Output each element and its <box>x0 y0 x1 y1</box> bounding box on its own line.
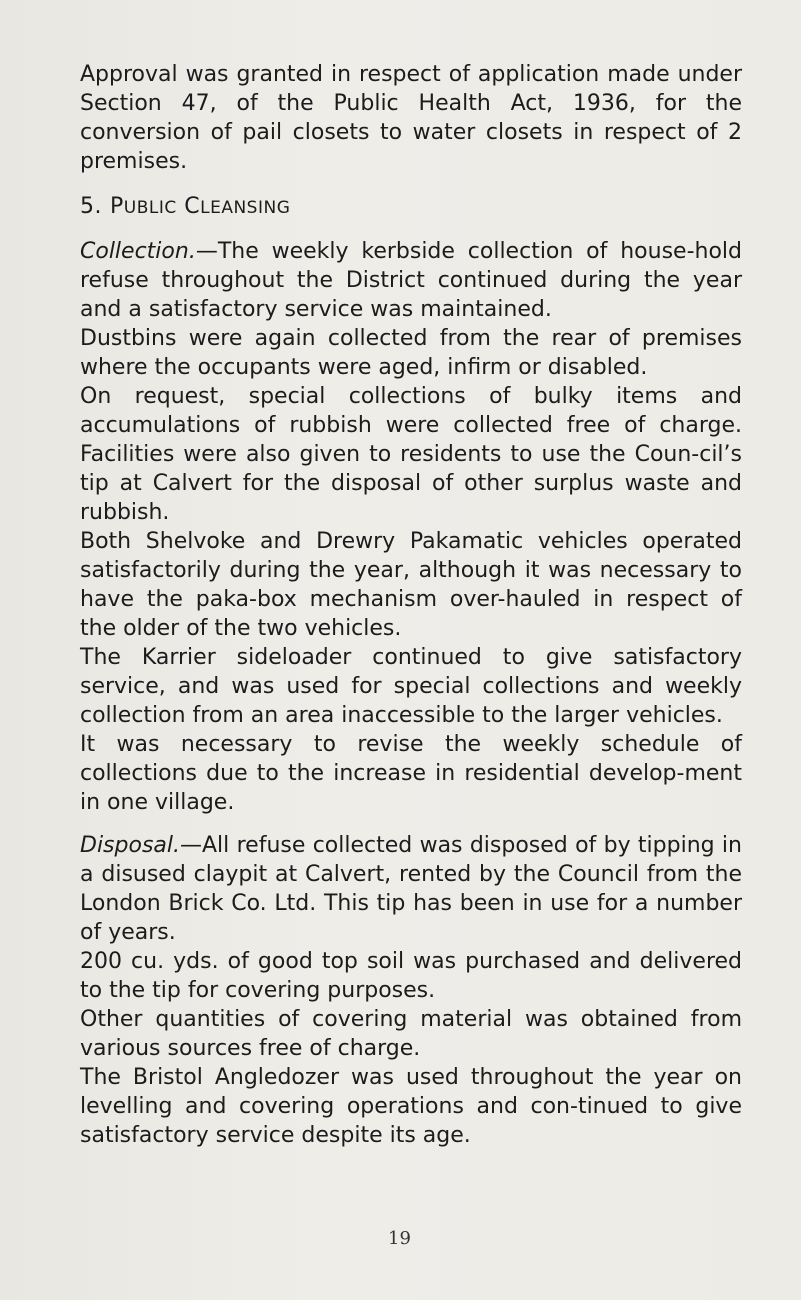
collection-runin-heading: Collection. <box>80 239 196 264</box>
disposal-paragraph: Other quantities of covering material was obtained from various sources free of charge. <box>80 1007 742 1061</box>
section-title-part-2: LEANSING <box>200 198 291 218</box>
approval-paragraph: Approval was granted in respect of application made under Section 47, of the Public Health Act, 1936, for the conversion of pail closets to water closets in respect of 2 premises. <box>80 62 742 174</box>
page-number: 19 <box>388 1228 411 1249</box>
section-title-initial-c: C <box>184 194 201 219</box>
section-heading <box>80 192 742 223</box>
collection-paragraph: Both Shelvoke and Drewry Pakamatic vehicles operated satisfactorily during the year, although it was necessary to have the paka-box mechanism over-hauled in respect of the older of the two vehicles. <box>80 529 742 641</box>
collection-lead-paragraph <box>80 237 742 324</box>
collection-paragraph: The Karrier sideloader continued to give satisfactory service, and was used for special collections and weekly collection from an area inaccessible to the larger vehicles. <box>80 645 742 728</box>
collection-lead-text: —The weekly kerbside collection of house-hold refuse throughout the District continued during the year and a satisfactory service was maintained. <box>80 239 742 322</box>
disposal-paragraph: The Bristol Angledozer was used throughout the year on levelling and covering operations and con-tinued to give satisfactory service despite its age. <box>80 1065 742 1148</box>
section-title-part-1: UBLIC <box>123 198 177 218</box>
disposal-lead-text: —All refuse collected was disposed of by tipping in a disused claypit at Calvert, rented by the Council from the London Brick Co. Ltd. This tip has been in use for a number of years. <box>80 833 742 945</box>
disposal-runin-heading: Disposal. <box>80 833 180 858</box>
section-number: 5. <box>80 194 102 219</box>
body-text <box>80 60 742 1150</box>
disposal-paragraph: 200 cu. yds. of good top soil was purchased and delivered to the tip for covering purposes. <box>80 949 742 1003</box>
collection-paragraph: Dustbins were again collected from the rear of premises where the occupants were aged, infirm or disabled. <box>80 326 742 380</box>
disposal-lead-paragraph <box>80 831 742 947</box>
section-title-initial-p: P <box>110 194 124 219</box>
collection-paragraph: On request, special collections of bulky items and accumulations of rubbish were collected free of charge. Facilities were also given to residents to use the Coun-cil’s tip at Calvert for the disposal of other surplus waste and rubbish. <box>80 384 742 525</box>
collection-paragraph: It was necessary to revise the weekly schedule of collections due to the increase in residential develop-ment in one village. <box>80 732 742 815</box>
